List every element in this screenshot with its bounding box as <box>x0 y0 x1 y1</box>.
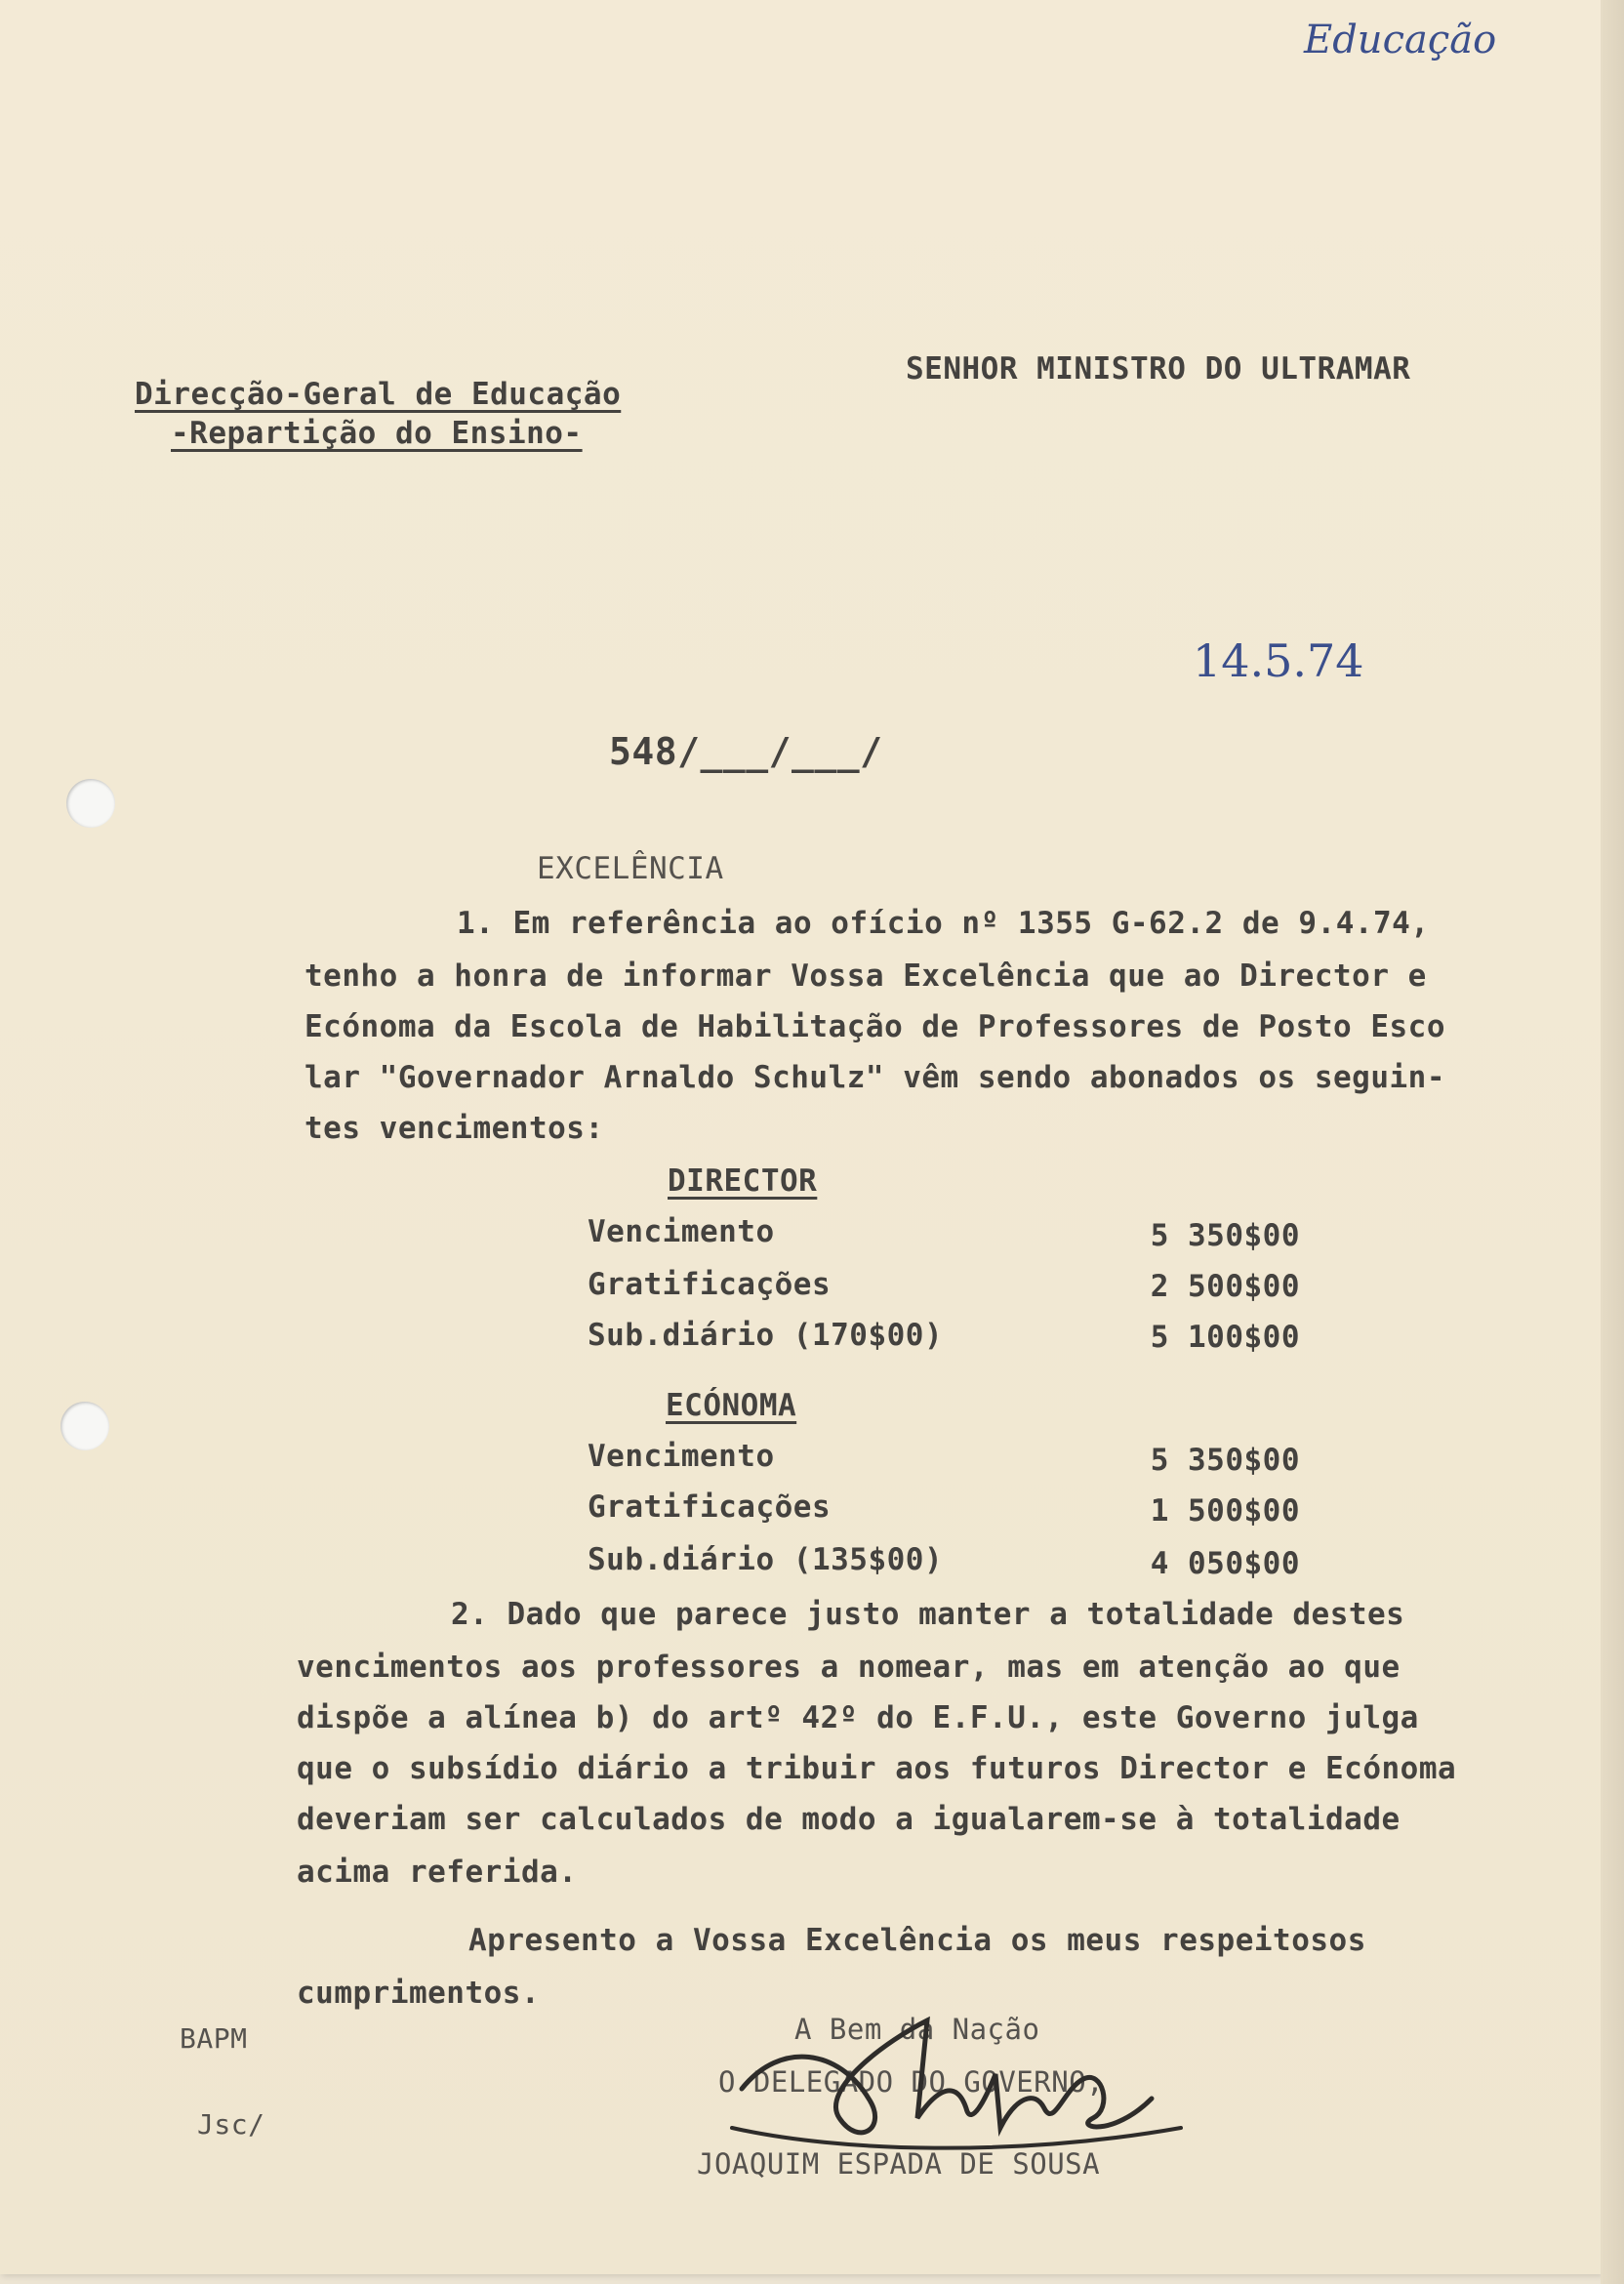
economa-row-amount: 4 050$00 <box>1150 1546 1300 1581</box>
p2-line-1: 2. Dado que parece justo manter a totalidade destes <box>451 1597 1405 1632</box>
signoff-line-2: O DELEGADO DO GOVERNO, <box>718 2065 1105 2099</box>
handwritten-signature <box>722 1981 1191 2186</box>
p2-line-5: deveriam ser calculados de modo a igualarem-se à totalidade <box>297 1802 1401 1837</box>
p2-line-4: que o subsídio diário a tribuir aos futuros Director e Ecónoma <box>297 1751 1457 1786</box>
p2-line-3: dispõe a alínea b) do artº 42º do E.F.U., este Governo julga <box>297 1700 1419 1735</box>
economa-row-label: Sub.diário (135$00) <box>588 1542 944 1577</box>
p1-line-2: tenho a honra de informar Vossa Excelência que ao Director e <box>304 958 1427 994</box>
p2-line-2: vencimentos aos professores a nomear, mas em atenção ao que <box>297 1650 1401 1685</box>
addressee: SENHOR MINISTRO DO ULTRAMAR <box>906 351 1411 387</box>
punch-hole-top <box>66 779 115 828</box>
p1-line-3: Ecónoma da Escola de Habilitação de Professores de Posto Esco <box>304 1009 1445 1044</box>
director-row-label: Gratificações <box>588 1267 832 1302</box>
director-row-amount: 2 500$00 <box>1150 1269 1300 1304</box>
page-edge <box>1601 0 1624 2284</box>
p1-line-5: tes vencimentos: <box>304 1111 604 1146</box>
director-row-label: Sub.diário (170$00) <box>588 1318 944 1353</box>
economa-row-amount: 1 500$00 <box>1150 1493 1300 1529</box>
sender-line-1: Direcção-Geral de Educação <box>135 377 622 412</box>
signatory-name: JOAQUIM ESPADA DE SOUSA <box>697 2147 1101 2181</box>
handwritten-annotation: Educação <box>1304 18 1497 62</box>
punch-hole-bottom <box>61 1402 109 1450</box>
director-row-amount: 5 100$00 <box>1150 1320 1300 1355</box>
handwritten-date: 14.5.74 <box>1193 634 1364 687</box>
economa-heading: ECÓNOMA <box>666 1388 797 1423</box>
p1-line-4: lar "Governador Arnaldo Schulz" vêm sendo abonados os seguin- <box>304 1060 1445 1095</box>
director-row-label: Vencimento <box>588 1214 775 1249</box>
director-row-amount: 5 350$00 <box>1150 1218 1300 1253</box>
closing-line-1: Apresento a Vossa Excelência os meus respeitosos <box>468 1923 1366 1958</box>
p2-line-6: acima referida. <box>297 1855 578 1890</box>
director-heading: DIRECTOR <box>668 1163 818 1199</box>
salutation: EXCELÊNCIA <box>537 851 724 886</box>
typist-initials-2: Jsc/ <box>197 2108 265 2141</box>
reference-number: 548/___/___/ <box>609 730 883 773</box>
typist-initials-1: BAPM <box>180 2022 248 2055</box>
economa-row-label: Vencimento <box>588 1439 775 1474</box>
economa-row-amount: 5 350$00 <box>1150 1443 1300 1478</box>
closing-line-2: cumprimentos. <box>297 1976 541 2011</box>
sender-line-2: -Repartição do Ensino- <box>171 416 583 451</box>
economa-row-label: Gratificações <box>588 1489 832 1525</box>
p1-line-1: 1. Em referência ao ofício nº 1355 G-62.2 de 9.4.74, <box>457 906 1430 941</box>
signoff-line-1: A Bem da Nação <box>794 2013 1040 2046</box>
